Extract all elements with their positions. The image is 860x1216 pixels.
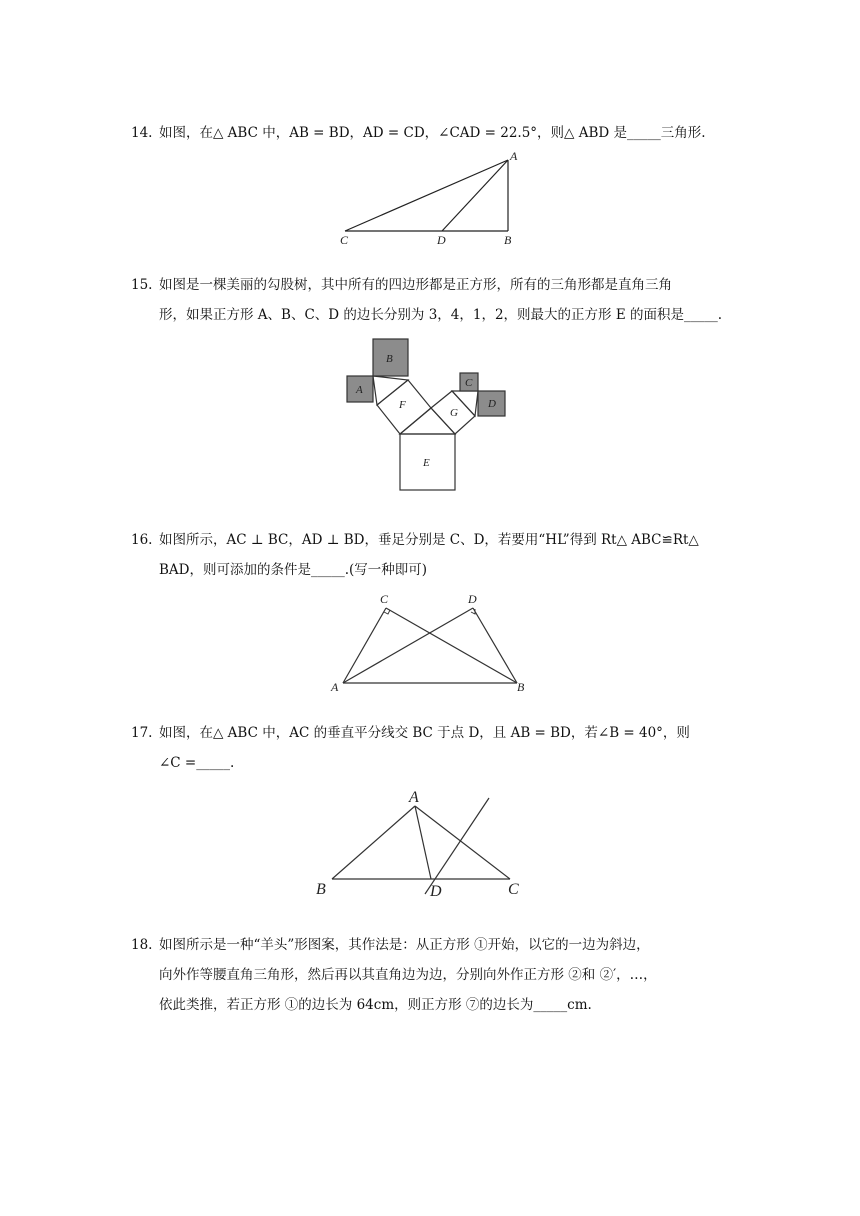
label-d: D bbox=[488, 398, 496, 410]
label-a: A bbox=[510, 149, 518, 163]
question-number: 14. bbox=[131, 125, 153, 141]
label-a: A bbox=[356, 384, 363, 396]
question-text-line-2: BAD，则可添加的条件是_____.(写一种即可) bbox=[159, 562, 428, 578]
question-text-line-1: 如图是一棵美丽的勾股树，其中所有的四边形都是正方形，所有的三角形都是直角三角 bbox=[159, 277, 672, 293]
label-c: C bbox=[340, 233, 349, 247]
figure-17 bbox=[310, 782, 530, 902]
label-g: G bbox=[450, 407, 458, 419]
question-14 bbox=[131, 118, 731, 148]
question-number: 15. bbox=[131, 277, 153, 293]
label-e: E bbox=[423, 457, 430, 469]
label-d: D bbox=[468, 592, 477, 606]
label-b: B bbox=[517, 680, 525, 694]
label-f: F bbox=[399, 399, 406, 411]
label-a: A bbox=[409, 789, 419, 806]
label-b: B bbox=[504, 233, 512, 247]
figure-14 bbox=[330, 148, 530, 248]
question-15 bbox=[131, 270, 731, 330]
question-text-line-2: 向外作等腰直角三角形，然后再以其直角边为边，分别向外作正方形 ②和 ②′，…， bbox=[159, 967, 657, 983]
label-d: D bbox=[430, 883, 442, 900]
label-c: C bbox=[380, 592, 389, 606]
question-number: 16. bbox=[131, 532, 153, 548]
label-b: B bbox=[386, 353, 393, 365]
question-text-line-2: 形，如果正方形 A、B、C、D 的边长分别为 3，4，1，2，则最大的正方形 E 的面积是_____. bbox=[159, 307, 723, 323]
label-c: C bbox=[465, 377, 473, 389]
question-text-line-1: 如图所示，AC ⊥ BC，AD ⊥ BD，垂足分别是 C、D，若要用“HL”得到 Rt△ ABC≌Rt△ bbox=[159, 532, 699, 548]
question-16 bbox=[131, 525, 731, 585]
question-text-line-1: 如图，在△ ABC 中，AC 的垂直平分线交 BC 于点 D，且 AB = BD，若∠B = 40°，则 bbox=[159, 725, 690, 741]
question-text: 如图，在△ ABC 中，AB = BD，AD = CD，∠CAD = 22.5°，则△ ABD 是_____三角形. bbox=[159, 125, 706, 141]
label-d: D bbox=[437, 233, 446, 247]
question-17 bbox=[131, 718, 731, 778]
question-number: 18. bbox=[131, 937, 153, 953]
question-18 bbox=[131, 930, 731, 1020]
figure-16 bbox=[325, 588, 535, 696]
question-text-line-3: 依此类推，若正方形 ①的边长为 64cm，则正方形 ⑦的边长为_____cm. bbox=[159, 997, 592, 1013]
label-a: A bbox=[331, 680, 339, 694]
question-text-line-2: ∠C =_____. bbox=[159, 755, 235, 771]
question-text-line-1: 如图所示是一种“羊头”形图案，其作法是：从正方形 ①开始，以它的一边为斜边， bbox=[159, 937, 650, 953]
label-b: B bbox=[316, 881, 326, 898]
label-c: C bbox=[508, 881, 519, 898]
question-number: 17. bbox=[131, 725, 153, 741]
figure-15-pythagoras-tree bbox=[340, 336, 520, 496]
